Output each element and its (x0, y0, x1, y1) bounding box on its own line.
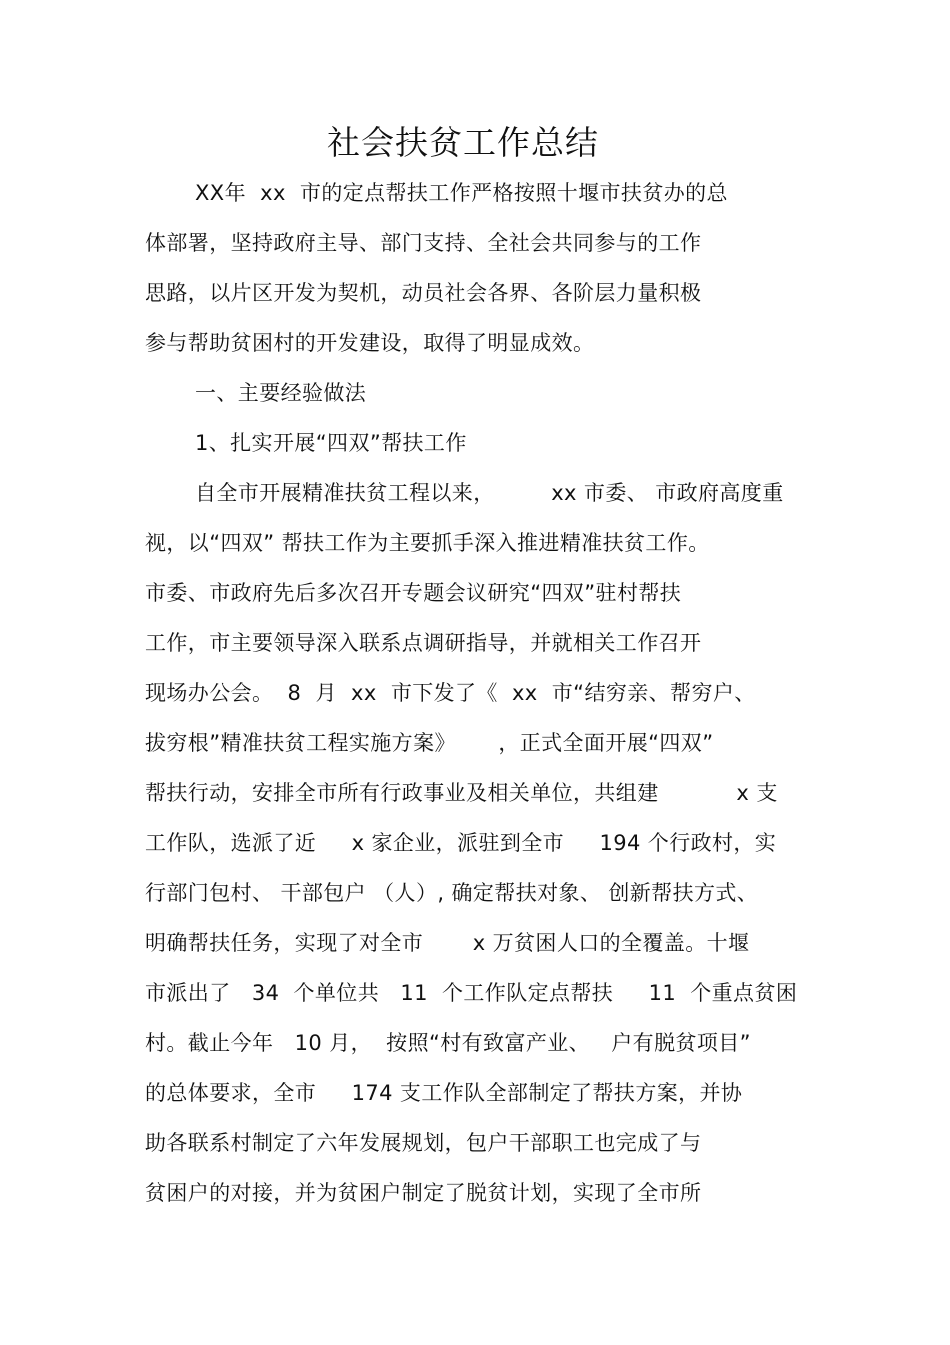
paragraph-line: 助各联系村制定了六年发展规划，包户干部职工也完成了与 (145, 1131, 702, 1155)
paragraph-line: 市派出了 34 个单位共 11 个工作队定点帮扶 11 个重点贫困 (145, 981, 798, 1005)
paragraph-line: XX年 xx 市的定点帮扶工作严格按照十堰市扶贫办的总 (195, 181, 728, 205)
paragraph-line: 工作，市主要领导深入联系点调研指导，并就相关工作召开 (145, 631, 702, 655)
paragraph-line: 自全市开展精准扶贫工程以来， xx 市委、 市政府高度重 (195, 481, 784, 505)
paragraph-line: 帮扶行动，安排全市所有行政事业及相关单位，共组建 x 支 (145, 781, 778, 805)
paragraph-line: 体部署，坚持政府主导、部门支持、全社会共同参与的工作 (145, 231, 702, 255)
paragraph-line: 明确帮扶任务，实现了对全市 x 万贫困人口的全覆盖。十堰 (145, 931, 750, 955)
paragraph-line: 思路，以片区开发为契机，动员社会各界、各阶层力量积极 (145, 281, 702, 305)
paragraph-line: 贫困户的对接，并为贫困户制定了脱贫计划，实现了全市所 (145, 1181, 702, 1205)
paragraph-line: 工作队，选派了近 x 家企业，派驻到全市 194 个行政村，实 (145, 831, 777, 855)
section-heading: 一、主要经验做法 (195, 381, 367, 405)
paragraph-line: 村。截止今年 10 月， 按照“村有致富产业、 户有脱贫项目” (145, 1031, 751, 1055)
paragraph-line: 现场办公会。 8 月 xx 市下发了《 xx 市“结穷亲、帮穷户、 (145, 681, 756, 705)
subsection-heading: 1、扎实开展“四双”帮扶工作 (195, 431, 467, 455)
paragraph-line: 的总体要求，全市 174 支工作队全部制定了帮扶方案，并协 (145, 1081, 743, 1105)
document-title: 社会扶贫工作总结 (327, 123, 599, 162)
paragraph-line: 视，以“四双” 帮扶工作为主要抓手深入推进精准扶贫工作。 (145, 531, 710, 555)
paragraph-line: 行部门包村、 干部包户 （人）, 确定帮扶对象、 创新帮扶方式、 (145, 881, 759, 905)
paragraph-line: 参与帮助贫困村的开发建设，取得了明显成效。 (145, 331, 595, 355)
paragraph-line: 拔穷根”精准扶贫工程实施方案》 ，正式全面开展“四双” (145, 731, 714, 755)
paragraph-line: 市委、市政府先后多次召开专题会议研究“四双”驻村帮扶 (145, 581, 682, 605)
